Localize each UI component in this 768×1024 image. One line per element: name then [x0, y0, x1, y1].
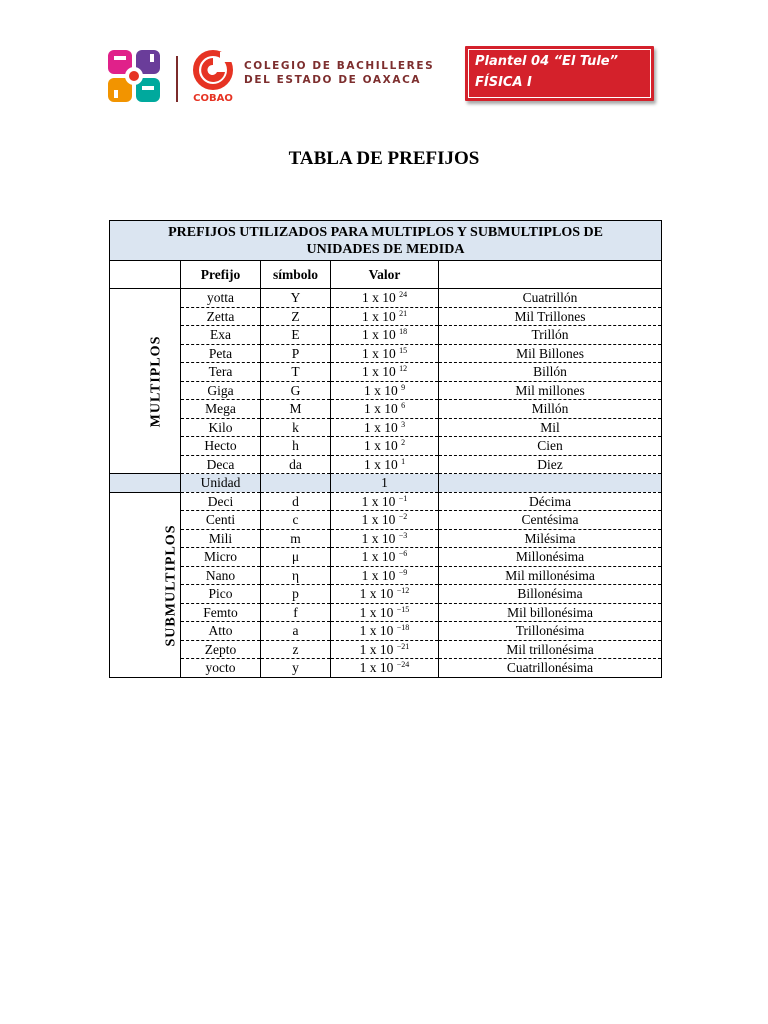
- table-row: [110, 566, 662, 585]
- prefix-cell: Deca: [181, 455, 261, 474]
- prefix-cell: Deci: [181, 492, 261, 511]
- value-exponent: 12: [399, 364, 408, 374]
- value-exponent: −1: [398, 493, 408, 503]
- oaxaca-seal-logo: [104, 46, 164, 106]
- prefix-cell: Mili: [181, 529, 261, 548]
- value-base: 1 x 10: [361, 308, 396, 324]
- table-row: [110, 307, 662, 326]
- prefix-cell: Zepto: [181, 640, 261, 659]
- value-cell: [331, 344, 439, 363]
- name-cell: Centésima: [439, 511, 662, 530]
- value-exponent: −9: [398, 567, 408, 577]
- table-row: [110, 492, 662, 511]
- value-exponent: −18: [396, 623, 410, 633]
- symbol-cell: p: [261, 585, 331, 604]
- value-cell: [331, 640, 439, 659]
- value-cell: [331, 326, 439, 345]
- prefix-cell: Atto: [181, 622, 261, 641]
- name-cell: Millonésima: [439, 548, 662, 567]
- prefix-cell: Femto: [181, 603, 261, 622]
- table-row: [110, 418, 662, 437]
- value-base: 1 x 10: [363, 382, 398, 398]
- value-base: 1 x 10: [363, 401, 398, 417]
- value-cell: [331, 529, 439, 548]
- value-base: 1 x 10: [363, 419, 398, 435]
- value-cell: [331, 455, 439, 474]
- symbol-cell: c: [261, 511, 331, 530]
- value-base: 1 x 10: [359, 586, 394, 602]
- group-label-cell: [110, 289, 181, 474]
- symbol-cell: y: [261, 659, 331, 678]
- value-cell: [331, 289, 439, 308]
- symbol-cell: k: [261, 418, 331, 437]
- symbol-cell: P: [261, 344, 331, 363]
- table-row: [110, 400, 662, 419]
- value-exponent: −12: [396, 586, 410, 596]
- value-cell: [331, 585, 439, 604]
- campus-badge: [465, 46, 654, 101]
- value-exponent: 3: [401, 419, 406, 429]
- name-cell: Décima: [439, 492, 662, 511]
- header-empty-left: [110, 261, 181, 289]
- table-row: [110, 289, 662, 308]
- group-label: MULTIPLOS: [148, 335, 164, 428]
- name-cell: Mil billonésima: [439, 603, 662, 622]
- logo-divider: [176, 56, 178, 102]
- page-title: TABLA DE PREFIJOS: [288, 148, 480, 169]
- prefix-cell: Micro: [181, 548, 261, 567]
- name-cell: Cuatrillonésima: [439, 659, 662, 678]
- value-cell: [331, 381, 439, 400]
- symbol-cell: m: [261, 529, 331, 548]
- table-row: [110, 344, 662, 363]
- table-row: [110, 455, 662, 474]
- value-cell: [331, 492, 439, 511]
- value-base: 1 x 10: [361, 290, 396, 306]
- symbol-cell: Y: [261, 289, 331, 308]
- group-label-cell: [110, 492, 181, 677]
- value-base: 1 x 10: [361, 493, 396, 509]
- prefix-cell: Nano: [181, 566, 261, 585]
- unit-value-cell: 1: [331, 474, 439, 493]
- prefix-table-container: [109, 220, 661, 678]
- name-cell: Mil millones: [439, 381, 662, 400]
- table-row: [110, 326, 662, 345]
- value-base: 1 x 10: [361, 327, 396, 343]
- unit-row-empty-left: [110, 474, 181, 493]
- table-row: [110, 437, 662, 456]
- header-empty-right: [439, 261, 662, 289]
- symbol-cell: da: [261, 455, 331, 474]
- unit-symbol-cell: [261, 474, 331, 493]
- name-cell: Billonésima: [439, 585, 662, 604]
- value-exponent: −15: [396, 604, 410, 614]
- unit-row: [110, 474, 662, 493]
- table-row: [110, 529, 662, 548]
- table-row: [110, 548, 662, 567]
- symbol-cell: E: [261, 326, 331, 345]
- name-cell: Mil: [439, 418, 662, 437]
- value-base: 1 x 10: [359, 623, 394, 639]
- name-cell: Milésima: [439, 529, 662, 548]
- table-row: [110, 659, 662, 678]
- table-caption-line-1: PREFIJOS UTILIZADOS PARA MULTIPLOS Y SUBMULTIPLOS DE: [168, 224, 603, 240]
- value-exponent: 15: [399, 345, 408, 355]
- institution-name: [244, 59, 434, 87]
- name-cell: Mil trillonésima: [439, 640, 662, 659]
- prefix-cell: Giga: [181, 381, 261, 400]
- value-base: 1 x 10: [359, 641, 394, 657]
- name-cell: Cuatrillón: [439, 289, 662, 308]
- table-row: [110, 622, 662, 641]
- name-cell: Trillonésima: [439, 622, 662, 641]
- symbol-cell: h: [261, 437, 331, 456]
- value-base: 1 x 10: [361, 364, 396, 380]
- value-exponent: 24: [399, 290, 408, 300]
- table-caption: [110, 221, 662, 261]
- value-base: 1 x 10: [359, 604, 394, 620]
- value-cell: [331, 659, 439, 678]
- value-exponent: 1: [401, 456, 406, 466]
- column-header-valor: Valor: [331, 261, 439, 289]
- name-cell: Millón: [439, 400, 662, 419]
- name-cell: Mil Billones: [439, 344, 662, 363]
- cobao-logo-label: COBAO: [193, 93, 233, 104]
- table-row: [110, 381, 662, 400]
- name-cell: Cien: [439, 437, 662, 456]
- value-base: 1 x 10: [359, 660, 394, 676]
- value-cell: [331, 363, 439, 382]
- name-cell: Mil millonésima: [439, 566, 662, 585]
- column-header-simbolo: símbolo: [261, 261, 331, 289]
- cobao-logo: [190, 50, 236, 104]
- value-exponent: −6: [398, 549, 408, 559]
- value-base: 1 x 10: [361, 345, 396, 361]
- prefix-cell: yotta: [181, 289, 261, 308]
- value-cell: [331, 548, 439, 567]
- name-cell: Billón: [439, 363, 662, 382]
- symbol-cell: z: [261, 640, 331, 659]
- page-header: [0, 0, 768, 120]
- symbol-cell: M: [261, 400, 331, 419]
- name-cell: Mil Trillones: [439, 307, 662, 326]
- value-base: 1 x 10: [361, 549, 396, 565]
- value-cell: [331, 400, 439, 419]
- value-exponent: −21: [396, 641, 410, 651]
- prefix-cell: Peta: [181, 344, 261, 363]
- symbol-cell: a: [261, 622, 331, 641]
- column-header-prefijo: Prefijo: [181, 261, 261, 289]
- value-cell: [331, 418, 439, 437]
- symbol-cell: μ: [261, 548, 331, 567]
- value-cell: [331, 603, 439, 622]
- value-exponent: 2: [401, 438, 406, 448]
- value-exponent: 18: [399, 327, 408, 337]
- value-base: 1 x 10: [363, 456, 398, 472]
- value-exponent: −2: [398, 512, 408, 522]
- value-cell: [331, 511, 439, 530]
- table-row: [110, 640, 662, 659]
- group-label: SUBMULTIPLOS: [163, 524, 179, 646]
- prefix-cell: Exa: [181, 326, 261, 345]
- institution-line-1: COLEGIO DE BACHILLERES: [244, 60, 435, 72]
- symbol-cell: Z: [261, 307, 331, 326]
- prefix-cell: Hecto: [181, 437, 261, 456]
- table-body: [110, 289, 662, 678]
- table-row: [110, 363, 662, 382]
- prefix-table: [109, 220, 662, 678]
- value-base: 1 x 10: [361, 530, 396, 546]
- prefix-cell: Kilo: [181, 418, 261, 437]
- prefix-cell: Tera: [181, 363, 261, 382]
- badge-subject: FÍSICA I: [475, 75, 532, 90]
- value-cell: [331, 622, 439, 641]
- value-cell: [331, 307, 439, 326]
- prefix-cell: yocto: [181, 659, 261, 678]
- badge-campus: Plantel 04 “El Tule”: [475, 54, 618, 69]
- value-cell: [331, 437, 439, 456]
- value-exponent: 9: [401, 382, 406, 392]
- unit-name-cell: [439, 474, 662, 493]
- table-row: [110, 511, 662, 530]
- value-base: 1 x 10: [361, 512, 396, 528]
- value-base: 1 x 10: [363, 438, 398, 454]
- table-row: [110, 585, 662, 604]
- name-cell: Trillón: [439, 326, 662, 345]
- table-row: [110, 603, 662, 622]
- symbol-cell: G: [261, 381, 331, 400]
- symbol-cell: η: [261, 566, 331, 585]
- symbol-cell: T: [261, 363, 331, 382]
- value-exponent: −24: [396, 660, 410, 670]
- table-caption-line-2: UNIDADES DE MEDIDA: [306, 241, 465, 257]
- unit-prefix-cell: Unidad: [181, 474, 261, 493]
- value-cell: [331, 566, 439, 585]
- prefix-cell: Mega: [181, 400, 261, 419]
- symbol-cell: d: [261, 492, 331, 511]
- institution-line-2: DEL ESTADO DE OAXACA: [244, 74, 422, 86]
- symbol-cell: f: [261, 603, 331, 622]
- name-cell: Diez: [439, 455, 662, 474]
- value-base: 1 x 10: [361, 567, 396, 583]
- value-exponent: −3: [398, 530, 408, 540]
- value-exponent: 21: [399, 308, 408, 318]
- prefix-cell: Pico: [181, 585, 261, 604]
- prefix-cell: Zetta: [181, 307, 261, 326]
- value-exponent: 6: [401, 401, 406, 411]
- prefix-cell: Centi: [181, 511, 261, 530]
